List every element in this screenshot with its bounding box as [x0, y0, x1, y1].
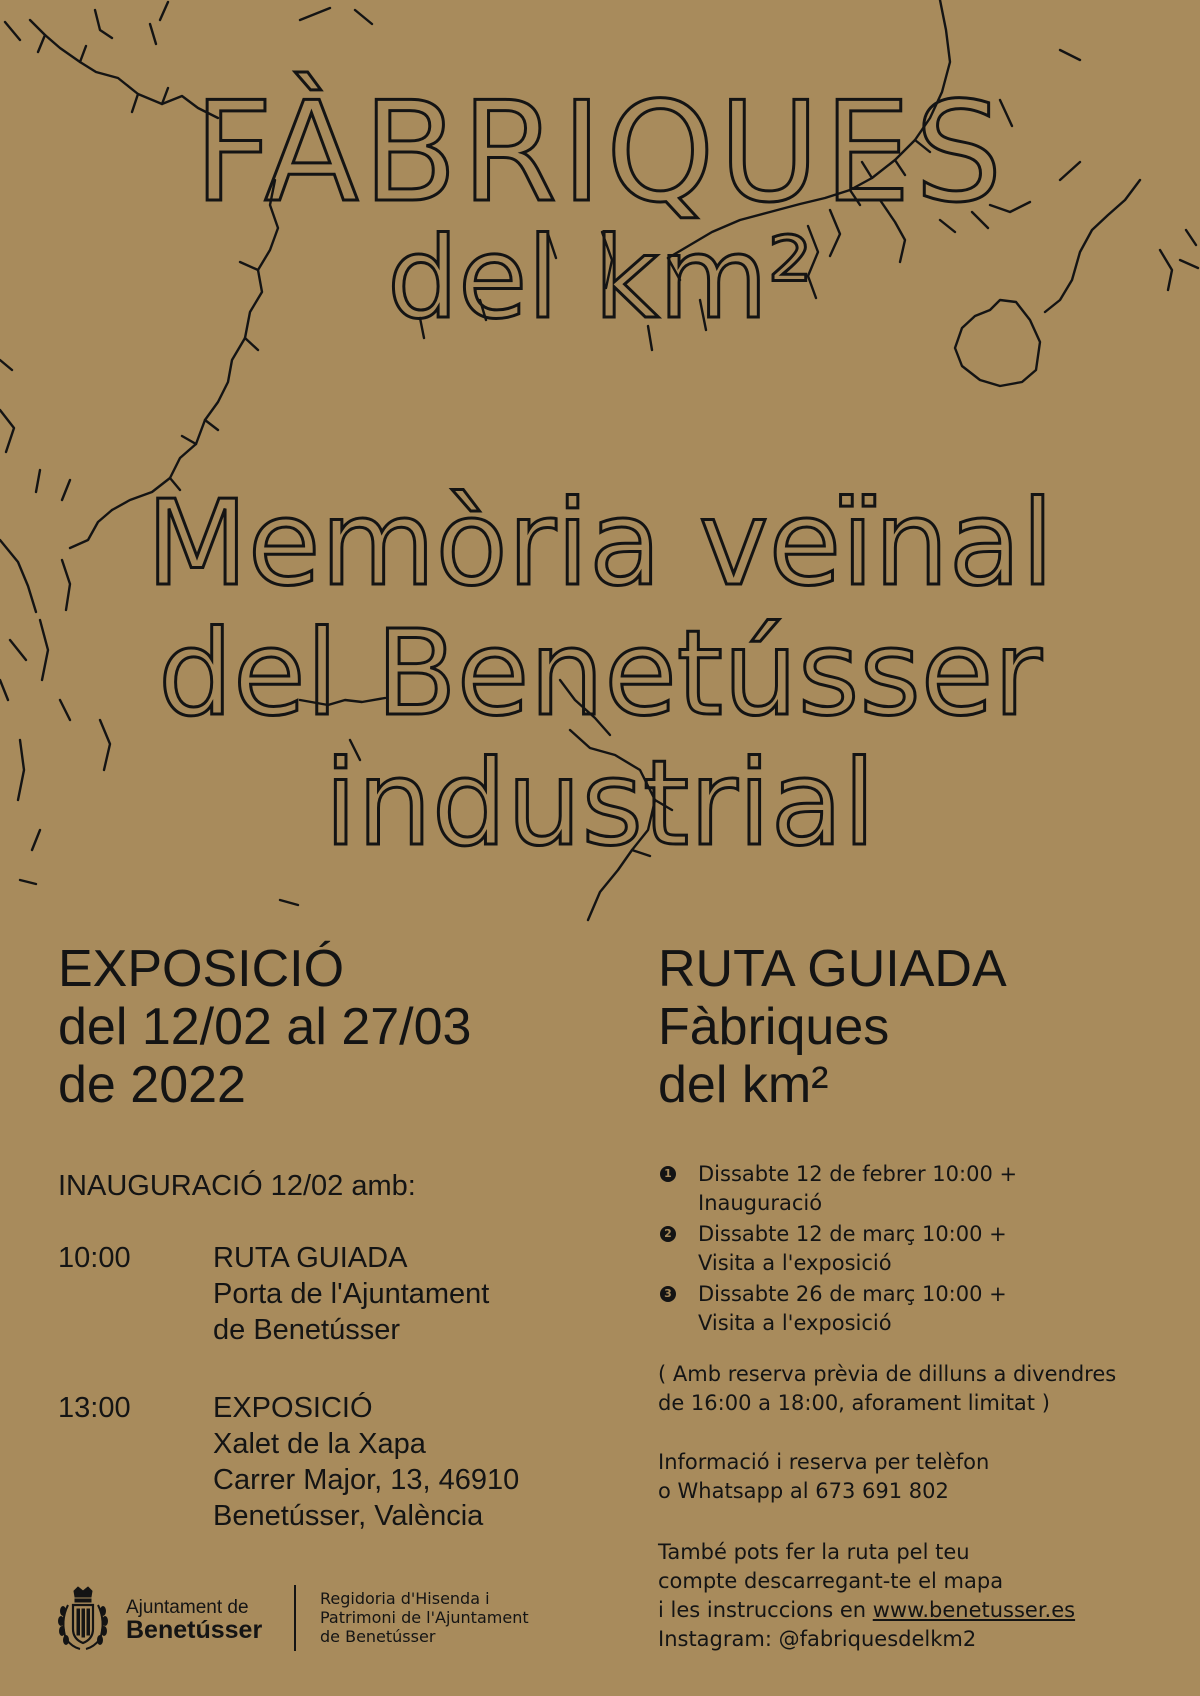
session-activity: Visita a l'exposició [698, 1311, 892, 1335]
dept-line: Regidoria d'Hisenda i [320, 1589, 490, 1608]
instagram-handle: Instagram: @fabriquesdelkm2 [658, 1627, 977, 1651]
route-sessions [658, 1160, 1178, 1340]
dept-line: Patrimoni de l'Ajuntament [320, 1608, 529, 1627]
session-date: Dissabte 12 de març 10:00 + [698, 1222, 1007, 1246]
subtitle-line-3: industrial [324, 734, 876, 872]
number-badge-icon: 3 [660, 1286, 676, 1302]
route-name: Fàbriques [658, 998, 890, 1056]
note-line: ( Amb reserva prèvia de dilluns a divendres [658, 1362, 1117, 1386]
inauguration-label: INAUGURACIÓ 12/02 amb: [58, 1170, 416, 1202]
schedule-place: Porta de l'Ajuntament [213, 1278, 490, 1310]
municipality-name [126, 1597, 263, 1644]
exhibition-section [58, 940, 618, 1532]
route-session [658, 1160, 1178, 1218]
info-line: Informació i reserva per telèfon [658, 1450, 990, 1474]
route-session [658, 1220, 1178, 1278]
route-name-second-line: del km² [658, 1056, 829, 1114]
session-activity: Visita a l'exposició [698, 1251, 892, 1275]
info-line: compte descarregant-te el mapa [658, 1569, 1004, 1593]
number-badge-icon: 2 [660, 1226, 676, 1242]
org-name: Benetússer [126, 1616, 263, 1644]
link-prefix: i les instruccions en [658, 1598, 873, 1622]
schedule-time: 13:00 [58, 1392, 131, 1424]
subtitle-line-1: Memòria veïnal [146, 474, 1054, 612]
department-name [320, 1589, 529, 1646]
contact-info [658, 1448, 989, 1506]
route-session [658, 1280, 1178, 1338]
divider [294, 1585, 296, 1651]
exhibition-dates: del 12/02 al 27/03 [58, 998, 472, 1056]
dept-line: de Benetússer [320, 1627, 436, 1646]
session-date: Dissabte 26 de març 10:00 + [698, 1282, 1007, 1306]
session-date: Dissabte 12 de febrer 10:00 + [698, 1162, 1018, 1186]
reservation-note [658, 1360, 1116, 1418]
route-section [658, 940, 1178, 1651]
schedule-title: RUTA GUIADA [213, 1242, 408, 1274]
self-guided-info [658, 1538, 1075, 1654]
coat-of-arms-icon [54, 1585, 112, 1655]
number-badge-icon: 1 [660, 1166, 676, 1182]
exhibition-heading: EXPOSICIÓ [58, 940, 345, 998]
org-line: Ajuntament de [126, 1597, 249, 1618]
schedule-place: Xalet de la Xapa [213, 1428, 426, 1460]
phone-line: o Whatsapp al 673 691 802 [658, 1479, 949, 1503]
session-activity: Inauguració [698, 1191, 823, 1215]
exhibition-year: de 2022 [58, 1056, 246, 1114]
schedule-place: de Benetússer [213, 1314, 401, 1346]
schedule-address: Carrer Major, 13, 46910 [213, 1464, 520, 1496]
route-heading: RUTA GUIADA [658, 940, 1007, 998]
info-line: També pots fer la ruta pel teu [658, 1540, 970, 1564]
schedule-title: EXPOSICIÓ [213, 1392, 373, 1424]
schedule-time: 10:00 [58, 1242, 131, 1274]
main-title: FÀBRIQUES [193, 72, 1007, 233]
subtitle-line-2: del Benetússer [158, 604, 1042, 742]
info-line-with-link [658, 1596, 1075, 1625]
main-title-second-line: del km² [387, 214, 813, 344]
note-line: de 16:00 a 18:00, aforament limitat ) [658, 1391, 1050, 1415]
footer [54, 1585, 614, 1655]
schedule-city: Benetússer, València [213, 1500, 484, 1532]
website-link[interactable]: www.benetusser.es [872, 1598, 1076, 1622]
